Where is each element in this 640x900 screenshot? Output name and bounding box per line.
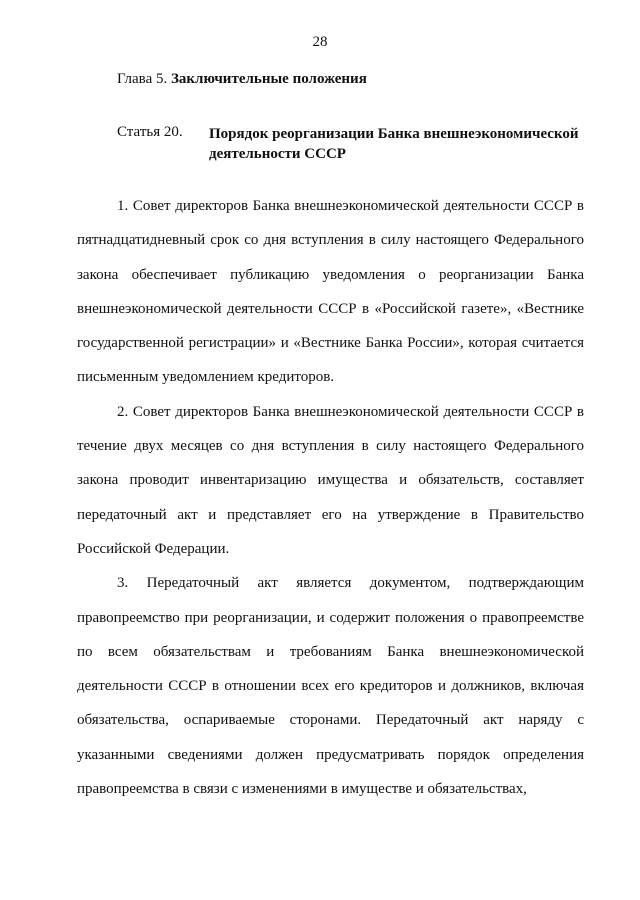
article-label: Статья 20. (117, 124, 183, 140)
chapter-label: Глава 5. (117, 71, 168, 87)
chapter-heading (117, 71, 367, 88)
paragraph-2: 2. Совет директоров Банка внешнеэкономической деятельности СССР в течение двух месяцев со дня вступления в силу настоящего Федерального закона проводит инвентаризацию имущества и обязательств, составляет передаточный акт и представляет его на утверждение в Правительство Российской Федерации. (77, 403, 584, 557)
paragraph-3: 3. Передаточный акт является документом, подтверждающим правопреемство при реорганизации, и содержит положения о правопреемстве по всем обязательствам и требованиям Банка внешнеэкономической деятельности СССР в отношении всех его кредиторов и должников, включая обязательства, оспариваемые сторонами. Передаточный акт наряду с указанными сведениями должен предусматривать порядок определения правопреемства в связи с изменениями в имуществе и обязательствах, (77, 575, 584, 798)
page-number: 28 (312, 34, 328, 50)
chapter-title: Заключительные положения (170, 71, 367, 87)
article-title: Порядок реорганизации Банка внешнеэкономической деятельности СССР (209, 126, 579, 162)
article-body (77, 189, 584, 806)
paragraph-1: 1. Совет директоров Банка внешнеэкономической деятельности СССР в пятнадцатидневный срок со дня вступления в силу настоящего Федерального закона обеспечивает публикацию уведомления о реорганизации Банка внешнеэкономической деятельности СССР в «Российской газете», «Вестнике государственной регистрации» и «Вестнике Банка России», которая считается письменным уведомлением кредиторов. (77, 198, 584, 386)
